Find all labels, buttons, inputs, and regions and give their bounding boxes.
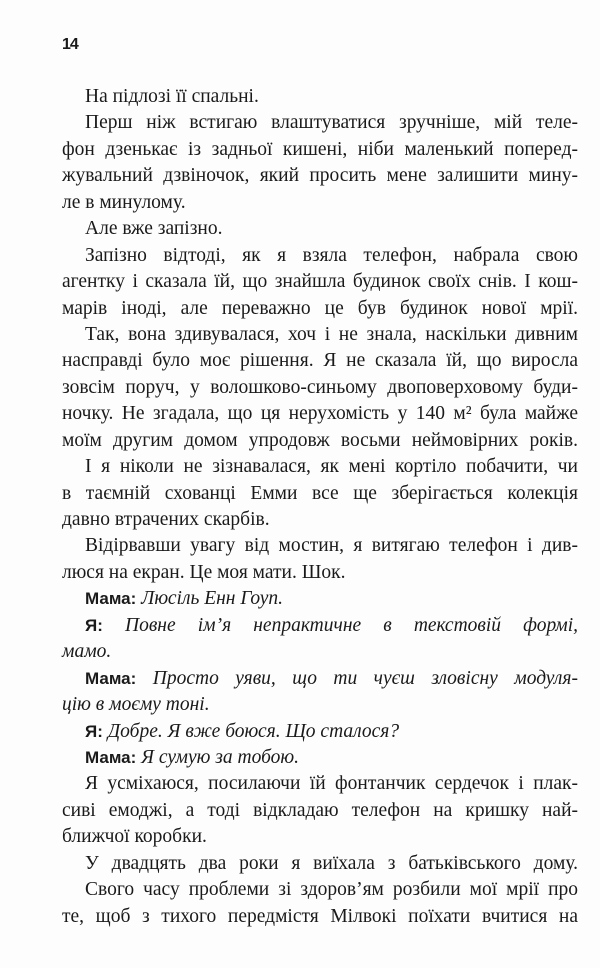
text-line — [62, 481, 578, 507]
speaker-label: Я: — [85, 615, 103, 635]
line-text: насправді було моє рішення. Я не сказала їй, що виросла — [62, 350, 578, 372]
line-text: моїм другим домом упродовж восьми неймовірних років. — [62, 429, 578, 451]
text-line — [62, 84, 578, 110]
line-text: Перш ніж встигаю влаштуватися зручніше, мій теле- — [85, 112, 578, 134]
text-line — [62, 851, 578, 877]
text-line — [62, 560, 578, 586]
message-text: Я сумую за тобою. — [141, 746, 300, 768]
line-text: сиві емоджі, а тоді відкладаю телефон на кришку най- — [62, 799, 578, 821]
message-text: цію в моєму тоні. — [62, 694, 210, 716]
line-text: фон дзенькає із задньої кишені, ніби маленький поперед- — [62, 138, 578, 160]
message-text: Просто уяви, що ти чуєш зловісну модуля- — [152, 667, 578, 689]
line-text: давно втрачених скарбів. — [62, 509, 270, 530]
line-text: ночку. Не згадала, що ця нерухомість у 140 м² була майже — [62, 403, 578, 425]
text-line — [62, 428, 578, 454]
text-line — [62, 666, 578, 692]
text-line — [62, 586, 578, 612]
speaker-label: Я: — [85, 721, 103, 741]
text-line — [62, 190, 578, 216]
line-text: люся на екран. Це моя мати. Шок. — [62, 561, 346, 583]
text-line — [62, 401, 578, 427]
line-text: ближчої коробки. — [62, 826, 207, 848]
message-text: мамо. — [62, 641, 112, 663]
text-line — [62, 507, 578, 533]
line-text: У двадцять два роки я виїхала з батьківського дому. — [85, 852, 578, 874]
message-text: Повне ім’я непрактичне в текстовій формі, — [125, 614, 579, 636]
text-line — [62, 296, 578, 322]
text-line — [62, 533, 578, 559]
line-text: На підлозі її спальні. — [85, 86, 259, 107]
text-line — [62, 613, 578, 639]
text-line — [62, 877, 578, 903]
text-line — [62, 322, 578, 348]
page-number: 14 — [62, 36, 78, 53]
text-line — [62, 904, 578, 930]
line-text: те, щоб з тихого передмістя Мілвокі поїхати вчитися на — [62, 905, 578, 927]
line-text: І я ніколи не зізнавалася, як мені кортіло побачити, чи — [85, 456, 578, 478]
text-line — [62, 771, 578, 797]
line-text: зовсім поруч, у волошково-синьому двоповерховому буди- — [62, 376, 578, 398]
speaker-label: Мама: — [85, 668, 137, 688]
line-text: ле в минулому. — [62, 191, 186, 213]
speaker-label: Мама: — [85, 589, 137, 609]
line-text: жувальний дзвіночок, який просить мене залишити мину- — [62, 165, 578, 187]
text-line — [62, 719, 578, 745]
line-text: Так, вона здивувалася, хоч і не знала, наскільки дивним — [85, 323, 578, 345]
text-line — [62, 454, 578, 480]
text-line — [62, 137, 578, 163]
line-text: марів іноді, але переважно це був будинок нової мрії. — [62, 297, 578, 319]
line-text: Свого часу проблеми зі здоров’ям розбили мої мрії про — [85, 879, 578, 901]
text-line — [62, 243, 578, 269]
line-text: Але вже запізно. — [85, 218, 223, 240]
text-line — [62, 163, 578, 189]
text-line — [62, 348, 578, 374]
message-text: Люсіль Енн Гоуп. — [141, 588, 284, 610]
line-text: Відірвавши увагу від мостин, я витягаю телефон і див- — [85, 535, 578, 557]
text-line — [62, 375, 578, 401]
text-line — [62, 798, 578, 824]
speaker-label: Мама: — [85, 747, 137, 767]
body-text — [62, 84, 578, 930]
message-text: Добре. Я вже боюся. Що сталося? — [107, 720, 400, 742]
line-text: агентку і сказала їй, що знайшла будинок своїх снів. І кош- — [62, 271, 578, 293]
line-text: в таємній схованці Емми все ще зберігається колекція — [62, 482, 578, 504]
text-line — [62, 216, 578, 242]
text-line — [62, 745, 578, 771]
text-line — [62, 110, 578, 136]
line-text: Запізно відтоді, як я взяла телефон, набрала свою — [85, 244, 578, 266]
text-line — [62, 639, 578, 665]
text-line — [62, 824, 578, 850]
text-line — [62, 269, 578, 295]
text-line — [62, 692, 578, 718]
line-text: Я усміхаюся, посилаючи їй фонтанчик сердечок і плак- — [85, 773, 578, 795]
